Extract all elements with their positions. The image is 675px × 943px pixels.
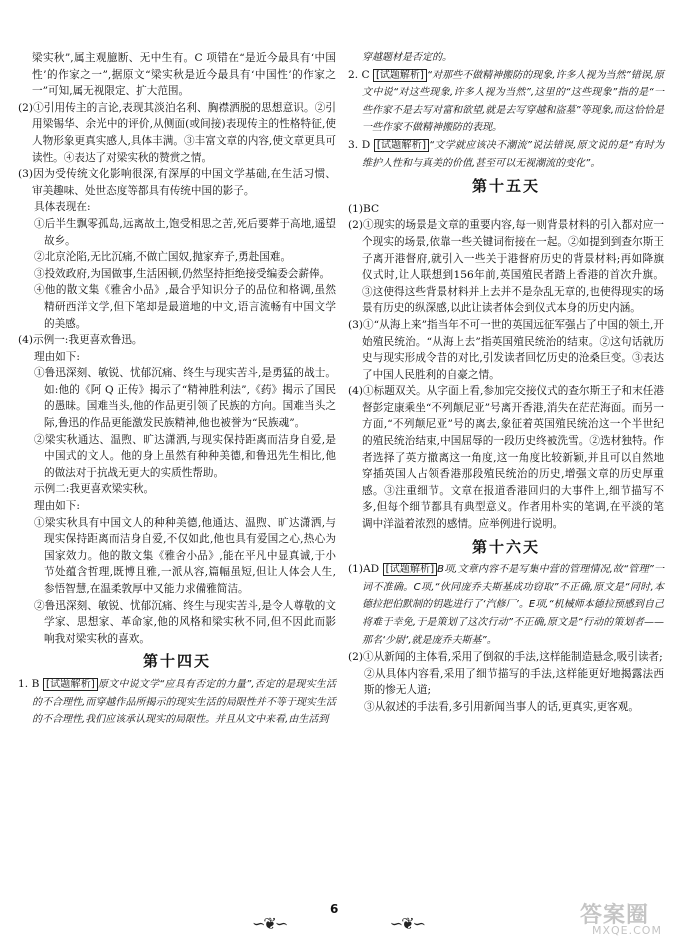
question-3 xyxy=(348,137,664,172)
question-number: (1)AD xyxy=(348,563,383,576)
answer-2: (2)①从新闻的主体看,采用了倒叙的手法,这样能制造悬念,吸引读者; xyxy=(348,651,663,664)
question-number: 2. C xyxy=(348,68,373,81)
watermark xyxy=(574,898,672,938)
section-heading: 第十四天 xyxy=(142,652,211,671)
label: 理由如下: xyxy=(34,500,80,513)
analysis-text: “文学就应该决不潮流”说法错误,原文说的是“有时为维护人性和与真美的价值,甚至可以无视潮流的变化”。 xyxy=(362,139,664,169)
analysis-tag: [试题解析] xyxy=(373,69,427,82)
label: 理由如下: xyxy=(34,350,80,363)
list-item: ②鲁迅深刻、敏锐、忧郁沉痛、终生与现实苦斗,是令人尊敬的文学家、思想家、革命家,他的风格和梁实秋不同,但不因此而影响我对梁实秋的喜欢。 xyxy=(34,599,336,645)
analysis-tag: [试题解析] xyxy=(374,139,429,152)
question-1 xyxy=(18,676,336,729)
analysis-text: 原文中说文学“应具有否定的力量”,否定的是现实生活的不合理性,而穿越作品所揭示的现实生活的局限性并不等于现实生活的不合理性,我们应该承认现实的局限性。并且从文中来看,由生活到 xyxy=(32,678,336,726)
list-item: ③从叙述的手法看,多引用新闻当事人的话,更真实,更客观。 xyxy=(364,700,639,713)
list-item: ①鲁迅深刻、敏锐、忧郁沉痛、终生与现实苦斗,是勇猛的战士。如:他的《阿 Q 正传》揭示了“精神胜利法”,《药》揭示了国民的愚昧。国难当头,他的作品更引领了民族的方向。国难当头之际,鲁迅的作品更能激发民族精神,他也被誉为“民族魂”。 xyxy=(34,367,336,430)
list-item: ①后半生飘零孤岛,远离故土,饱受相思之苦,死后要葬于高地,遥望故乡。 xyxy=(34,217,336,247)
ornament-icon: ∽❦∽ xyxy=(389,914,424,933)
answer-2: (2)①引用传主的言论,表现其淡泊名利、胸襟洒脱的思想意识。②引用梁锡华、余光中的评价,从侧面(或间接)表现传主的性格特征,使人物形象更真实感人,具体丰满。③丰富文章的内容,使文章更具可读性。④表达了对梁实秋的赞赏之情。 xyxy=(18,101,336,164)
list-item: ③投效政府,为国做事,生活困顿,仍然坚持拒绝接受编委会薪俸。 xyxy=(34,267,331,280)
analysis-text: B项,文章内容不是写集中营的管理情况,故“管理”一词不准确。C项,“伙同庞乔夫斯基成功窃取”不正确,原文是“同时,本德拉把伯默制的钥匙进行了‘汽修厂’。E项,“机械师本德拉预感到自己将难于幸免,于是策划了这次行动”不正确,原文是“行动的策划者——那名‘少尉’,就是庞乔夫斯基”。 xyxy=(362,564,664,646)
answer-1: (1)BC xyxy=(348,202,380,215)
right-column xyxy=(348,50,664,716)
watermark-text: 答案圈 xyxy=(580,903,650,928)
question-number: 3. D xyxy=(348,138,374,151)
answer-2: (2)①现实的场景是文章的重要内容,每一则背景材料的引入都对应一个现实的场景,依靠一些关键词衔接在一起。②如提到到查尔斯王子离开港督府,就引入一些关于港督府历史的背景材料;再如降旗仪式时,让人联想到156年前,英国殖民者踏上香港的首次升旗。③这使得这些背景材料并上去并不是杂乱无章的,也使得现实的场景有历史的纵深感,以此让读者体会到仪式本身的历史内涵。 xyxy=(348,219,664,315)
section-heading: 第十六天 xyxy=(471,537,540,556)
paragraph: 梁实秋”,属主观臆断、无中生有。C 项错在“是近今最具有‘中国性’的作家之一”,据原文“梁实秋是近今最具有‘中国性’的作家之一”可知,属无视限定、扩大范围。 xyxy=(32,52,336,98)
question-number: 1. B xyxy=(18,677,44,690)
list-item: ②从具体内容看,采用了细节描写的手法,这样能更好地揭露法西斯的惨无人道; xyxy=(364,667,664,697)
paragraph: 穿越题材是否定的。 xyxy=(362,52,452,63)
answer-4: (4)示例一:我更喜欢鲁迅。 xyxy=(18,334,143,347)
answer-4: (4)①标题双关。从字面上看,参加完交接仪式的查尔斯王子和末任港督彭定康乘坐“不列颠尼亚”号离开香港,消失在茫茫海面。而另一方面,“不列颠尼亚”号的离去,象征着英国殖民统治这一个半世纪的殖民统治结束,中国屈辱的一段历史终被洗雪。②选材独特。作者选择了英方撤离这一角度,这一角度比较新颖,并且可以自然地穿插英国人占领香港那段殖民统治的历史,增强文章的历史厚重感。③注重细节。文章在报道香港回归的大事件上,细节描写不多,但每个细节都具有典型意义。作者用朴实的笔调,在平淡的笔调中洋溢着浓烈的感情。应举例进行说明。 xyxy=(348,385,664,531)
label: 具体表现在: xyxy=(34,201,91,214)
page-number: 6 xyxy=(330,902,339,916)
ornament-icon: ∽❦∽ xyxy=(252,914,287,933)
answer-3: (3)①“从海上来”指当年不可一世的英国远征军强占了中国的领土,开始殖民统治。“从海上去”指英国殖民统治的结束。②这句话就历史与现实形成令昔的对比,引发读者回忆历史的沧桑巨变。③表达了中国人民胜利的自豪之情。 xyxy=(348,318,664,381)
left-column xyxy=(18,50,336,729)
question-2 xyxy=(348,67,664,137)
example-heading: 示例二:我更喜欢梁实秋。 xyxy=(34,483,155,496)
page-footer xyxy=(238,900,438,933)
list-item: ①梁实秋具有中国文人的种种美德,他通达、温煦、旷达潇洒,与现实保持距离而洁身自爱,不仅如此,他也具有爱国之心,热心为国家效力。他的散文集《雅舍小品》,能在平凡中显真诚,于小节处蕴含哲理,既博且雅,一派从容,篇幅虽短,但让人体会人生,参悟智慧,在温柔敦厚中又能力求備雅简洁。 xyxy=(34,516,336,595)
answer-1 xyxy=(348,561,664,649)
analysis-tag: [试题解析] xyxy=(43,678,98,691)
analysis-text: “对那些不做精神搬防的现象,许多人视为当然”错误,原文中说“对这些现象,许多人视为当然”,这里的“这些现象”指的是“一些作家不是去写对富和欲望,就是去写穿越和盗墓”等现象,而这恰恰是一些作家不做精神搬防的表现。 xyxy=(362,69,664,134)
list-item: ④他的散文集《雅舍小品》,最合乎知识分子的品位和格调,虽然精研西洋文学,但下笔却是最道地的中文,语言流畅有中国文学的美感。 xyxy=(34,284,336,330)
list-item: ②梁实秋通达、温煦、旷达潇洒,与现实保持距离而洁身自爱,是中国式的文人。他的身上虽然有种种美德,和鲁迅先生相比,他的做法对于抗战无更大的实质性帮助。 xyxy=(34,433,336,479)
list-item: ②北京沦陷,无比沉痛,不做亡国奴,抛家弃子,勇赴国难。 xyxy=(34,251,292,264)
answer-3: (3)因为受传统文化影响很深,有深厚的中国文学基础,在生活习惯、审美趣味、处世态度等都具有传统中国的影子。 xyxy=(18,168,336,197)
section-heading: 第十五天 xyxy=(471,177,540,196)
watermark-url: MXQE.COM xyxy=(592,924,662,937)
analysis-tag: [试题解析] xyxy=(383,563,437,576)
